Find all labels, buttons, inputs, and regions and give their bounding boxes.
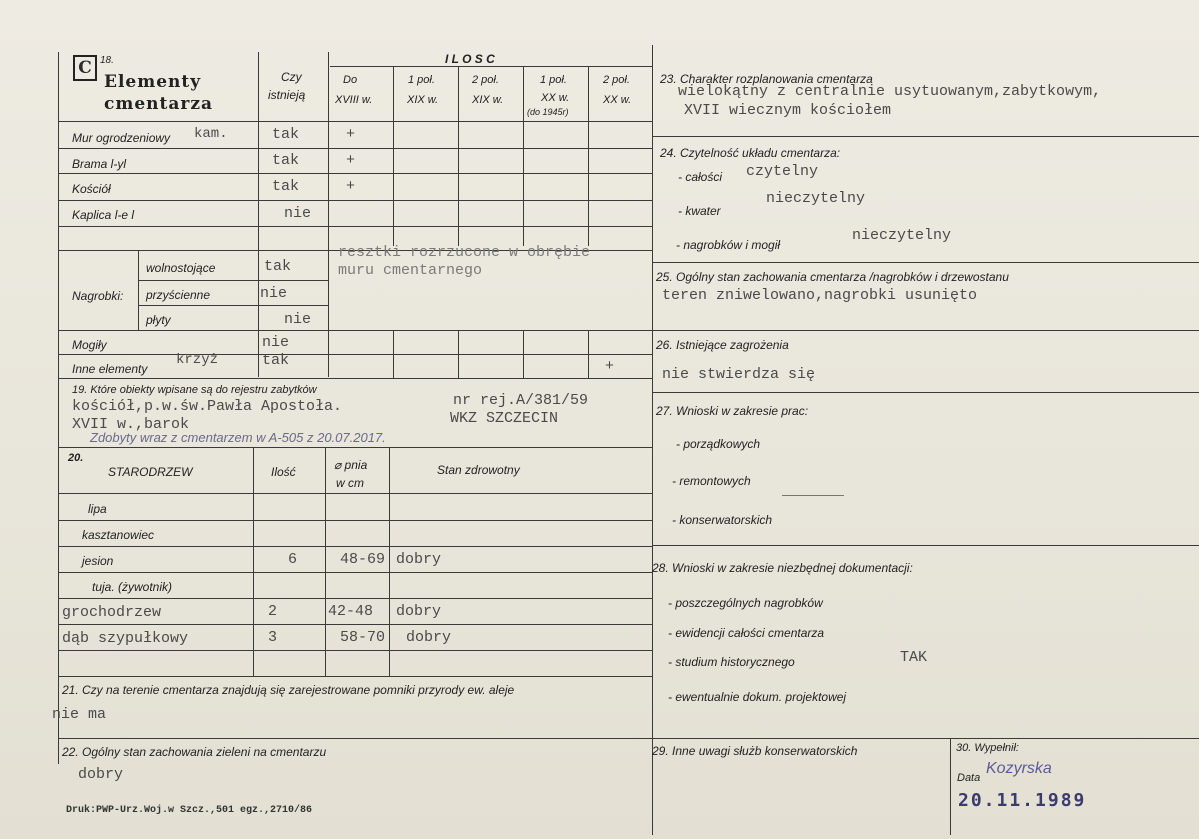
tree-diam: 42-48 [328,603,374,620]
tree-name: tuja. (żywotnik) [92,580,173,594]
left-border [58,52,59,764]
period-header: XIX w. [407,94,439,106]
tree-name: dąb szypułkowy [62,630,189,647]
row-line [58,148,652,149]
exists-brama: tak [272,152,300,169]
row-line [58,447,652,448]
s21-title: 21. Czy na terenie cmentarza znajdują się zarejestrowane pomniki przyrody ew. aleje [62,683,515,697]
s29-title: 29. Inne uwagi służb konserwatorskich [652,744,858,758]
tree-diam: 48-69 [340,551,386,568]
s25-answer: teren zniwelowano,nagrobki usunięto [662,287,978,304]
row-line [58,226,652,227]
s23-title: 23. Charakter rozplanowania cmentarza [660,72,873,86]
s27-item: - remontowych [672,474,751,488]
exists-wolno: tak [264,258,292,275]
row-label-inne: Inne elementy [72,362,148,376]
exists-przysc: nie [260,285,288,302]
row-extra-mur: kam. [194,126,228,142]
tree-diam: 58-70 [340,629,386,646]
period-header: (do 1945r) [527,107,569,117]
row-line [58,173,652,174]
row-line [58,624,652,625]
col-line-p1 [328,52,329,377]
s28-item-label: - ewidencji całości cmentarza [668,626,825,640]
exists-mur: tak [272,126,300,143]
col-line-stan [389,447,390,676]
center-divider [652,45,653,835]
s27-item: - konserwatorskich [672,513,773,527]
exists-mogily: nie [262,334,290,351]
exists-kosciol: tak [272,178,300,195]
s19-wkz: WKZ SZCZECIN [450,410,559,427]
section-number: 18. [100,55,114,66]
row-line [58,738,652,739]
s30-date: 20.11.1989 [958,790,1087,811]
s23-line1: wielokątny z centralnie usytuowanym,zabytkowym, [678,83,1102,100]
s19-handwritten-note: Zdobyty wraz z cmentarzem w A-505 z 20.07.2017. [90,430,386,445]
row-line [58,493,652,494]
row-label-wolno: wolnostojące [146,261,216,275]
row-line [652,262,1199,263]
s20-col-pnia: ⌀ pnia [334,458,368,472]
period-header: XX w. [541,92,570,104]
mark-kosciol: + [346,178,356,195]
section-title-line1: Elementy [104,72,202,92]
row-label-kaplica: Kaplica l-e l [72,208,135,222]
tree-qty: 2 [268,603,278,620]
s28-title: 28. Wnioski w zakresie niezbędnej dokumentacji: [652,561,913,575]
mark-inne: + [605,358,615,375]
tree-state: dobry [396,603,442,620]
s27-title: 27. Wnioski w zakresie prac: [656,404,809,418]
s28-item-label: - poszczególnych nagrobków [668,596,823,610]
nagrobki-note-line2: muru cmentarnego [338,262,483,279]
s19-line2: XVII w.,barok [72,416,190,433]
s26-title: 26. Istniejące zagrożenia [656,338,789,352]
tree-name: grochodrzew [62,604,162,621]
col-line-p2 [393,66,394,246]
section-title-line2: cmentarza [104,94,214,114]
period-header: 2 poł. [603,74,630,86]
period-header: XX w. [603,94,632,106]
row-label-mur: Mur ogrodzeniowy [72,131,171,145]
s24-item-value: czytelny [746,163,819,180]
nagrobki-note-line1: resztki rozrzucone w obrębie [338,244,591,261]
row-line [58,650,652,651]
row-label-przysc: przyścienne [146,288,211,302]
col-header-ilosc: I L O S C [445,52,495,66]
row-line [58,121,652,122]
signature: Kozyrska [986,760,1052,777]
period-header: XIX w. [472,94,504,106]
tree-state: dobry [406,629,452,646]
col-header-czy: Czy [281,70,302,84]
s24-item-label: - całości [678,170,723,184]
row-line [58,520,652,521]
s26-answer: nie stwierdza się [662,366,816,383]
s22-answer: dobry [78,766,124,783]
row-line [58,676,652,677]
row-line [652,136,1199,137]
s24-title: 24. Czytelność układu cmentarza: [660,146,841,160]
exists-plyty: nie [284,311,312,328]
s22-title: 22. Ogólny stan zachowania zieleni na cmentarzu [62,745,327,759]
s28-item-value: TAK [900,649,928,666]
s24-item-label: - nagrobków i mogił [676,238,781,252]
row-line [58,546,652,547]
row-line [652,545,1199,546]
tree-state: dobry [396,551,442,568]
row-line [58,330,652,331]
s20-col-stan: Stan zdrowotny [437,463,520,477]
col-line-p4 [523,66,524,246]
print-footer: Druk:PWP-Urz.Woj.w Szcz.,501 egz.,2710/86 [66,805,313,816]
row-label-nagrobki: Nagrobki: [72,289,124,303]
row-line [58,572,652,573]
row-label-brama: Brama l-yl [72,157,127,171]
s23-line2: XVII wiecznym kościołem [684,102,892,119]
period-header: 2 poł. [472,74,499,86]
s24-item-label: - kwater [678,204,721,218]
row-label-mogily: Mogiły [72,338,107,352]
exists-inne: tak [262,352,290,369]
col-line-s30 [950,738,951,835]
row-line [652,330,1199,331]
s19-line1: kościół,p.w.św.Pawła Apostoła. [72,398,343,415]
period-header: 1 poł. [408,74,435,86]
row-label-plyty: płyty [146,313,171,327]
col-line-pnia [325,447,326,676]
dashed-mark [782,495,844,496]
nagrobki-sub-line [138,250,139,330]
col-line-p3 [458,66,459,246]
s20-col-wcm: w cm [336,476,364,490]
tree-qty: 6 [288,551,298,568]
section-badge: C [73,55,97,81]
s21-answer: nie ma [52,706,107,723]
row-line [58,354,652,355]
s20-col-starodrzew: STARODRZEW [108,465,193,479]
row-line [652,392,1199,393]
row-line [652,738,1199,739]
row-line [58,378,652,379]
s24-item-value: nieczytelny [766,190,866,207]
period-header: XVIII w. [335,94,373,106]
s20-number: 20. [68,452,84,464]
tree-name: kasztanowiec [82,528,155,542]
row-label-kosciol: Kościół [72,182,111,196]
ilosc-underline [330,66,652,67]
row-line [58,200,652,201]
row-line [138,305,328,306]
col-line-p5 [588,66,589,246]
row-line [138,280,328,281]
s30-date-label: Data [957,772,981,784]
tree-qty: 3 [268,629,278,646]
tree-name: jesion [82,554,114,568]
exists-kaplica: nie [284,205,312,222]
s19-register-number: nr rej.A/381/59 [453,392,589,409]
s25-title: 25. Ogólny stan zachowania cmentarza /nagrobków i drzewostanu [656,270,1009,284]
tree-name: lipa [88,502,107,516]
col-line-ilosc [253,447,254,676]
col-line-czy [258,52,259,377]
col-header-istnieja: istnieją [268,88,306,102]
s27-item: - porządkowych [676,437,761,451]
s28-item-label: - studium historycznego [668,655,795,669]
s19-title: 19. Które obiekty wpisane są do rejestru zabytków [72,384,317,396]
s28-item-label: - ewentualnie dokum. projektowej [668,690,847,704]
mark-brama: + [346,152,356,169]
s30-title: 30. Wypełnił: [956,742,1019,754]
s20-col-ilosc: Ilość [271,465,296,479]
period-header: 1 poł. [540,74,567,86]
period-header: Do [343,74,358,86]
row-extra-inne: krzyż [176,352,219,368]
row-line [58,598,652,599]
mark-mur: + [346,126,356,143]
s24-item-value: nieczytelny [852,227,952,244]
